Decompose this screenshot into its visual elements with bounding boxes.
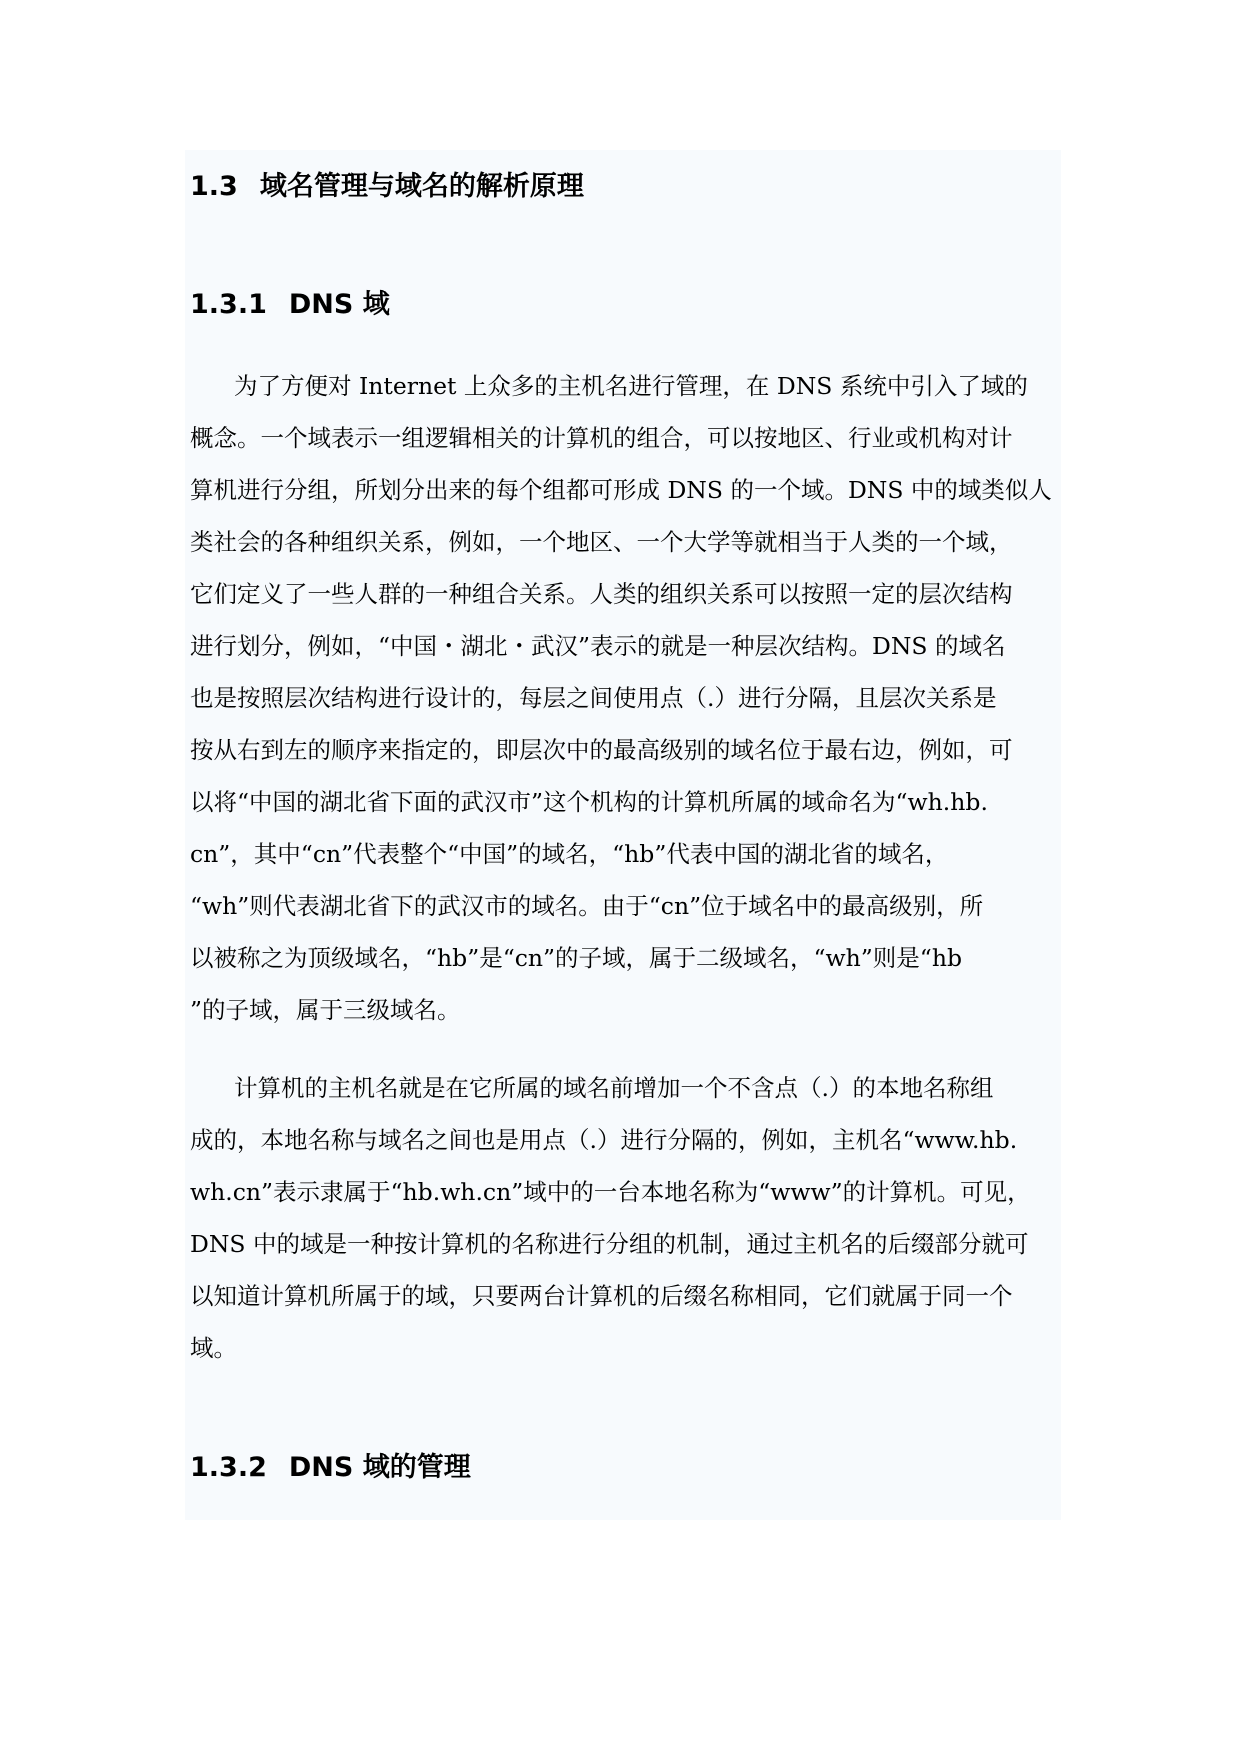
paragraph-line: 类社会的各种组织关系，例如，一个地区、一个大学等就相当于人类的一个域， bbox=[190, 528, 1013, 556]
subsection-heading-dns-domain-management bbox=[190, 1445, 471, 1484]
paragraph-line: 域。 bbox=[190, 1334, 237, 1362]
paragraph-line: 按从右到左的顺序来指定的，即层次中的最高级别的域名位于最右边，例如，可 bbox=[190, 736, 1013, 764]
paragraph-line: cn”，其中“cn”代表整个“中国”的域名，“hb”代表中国的湖北省的域名， bbox=[190, 840, 949, 868]
section-heading bbox=[190, 164, 584, 203]
paragraph-line: 它们定义了一些人群的一种组合关系。人类的组织关系可以按照一定的层次结构 bbox=[190, 580, 1013, 608]
paragraph-line: 为了方便对 Internet 上众多的主机名进行管理，在 DNS 系统中引入了域的 bbox=[234, 372, 1028, 400]
paragraph-line: 进行划分，例如，“中国・湖北・武汉”表示的就是一种层次结构。DNS 的域名 bbox=[190, 632, 1006, 660]
paragraph-line: 也是按照层次结构进行设计的，每层之间使用点（.）进行分隔，且层次关系是 bbox=[190, 684, 997, 712]
paragraph-line: 计算机的主机名就是在它所属的域名前增加一个不含点（.）的本地名称组 bbox=[234, 1074, 994, 1102]
subsection-number: 1.3.1 bbox=[190, 289, 267, 320]
paragraph-host-name bbox=[190, 1062, 1070, 1374]
paragraph-domain-concept bbox=[190, 360, 1070, 1036]
section-title: 域名管理与域名的解析原理 bbox=[259, 171, 584, 202]
paragraph-line: 算机进行分组，所划分出来的每个组都可形成 DNS 的一个域。DNS 中的域类似人 bbox=[190, 476, 1052, 504]
paragraph-line: ”的子域，属于三级域名。 bbox=[190, 996, 461, 1024]
paragraph-line: wh.cn”表示隶属于“hb.wh.cn”域中的一台本地名称为“www”的计算机。可见， bbox=[190, 1178, 1031, 1206]
paragraph-line: DNS 中的域是一种按计算机的名称进行分组的机制，通过主机名的后缀部分就可 bbox=[190, 1230, 1029, 1258]
subsection-title: DNS 域的管理 bbox=[288, 1452, 471, 1483]
subsection-heading-dns-domain bbox=[190, 282, 390, 321]
subsection-number: 1.3.2 bbox=[190, 1452, 267, 1483]
paragraph-line: 以将“中国的湖北省下面的武汉市”这个机构的计算机所属的域命名为“wh.hb. bbox=[190, 788, 988, 816]
paragraph-line: “wh”则代表湖北省下的武汉市的域名。由于“cn”位于域名中的最高级别，所 bbox=[190, 892, 984, 920]
section-number: 1.3 bbox=[190, 171, 238, 202]
paragraph-line: 概念。一个域表示一组逻辑相关的计算机的组合，可以按地区、行业或机构对计 bbox=[190, 424, 1013, 452]
paragraph-line: 成的，本地名称与域名之间也是用点（.）进行分隔的，例如，主机名“www.hb. bbox=[190, 1126, 1018, 1154]
paragraph-line: 以知道计算机所属于的域，只要两台计算机的后缀名称相同，它们就属于同一个 bbox=[190, 1282, 1013, 1310]
subsection-title: DNS 域 bbox=[288, 289, 390, 320]
paragraph-line: 以被称之为顶级域名，“hb”是“cn”的子域，属于二级域名，“wh”则是“hb bbox=[190, 944, 962, 972]
